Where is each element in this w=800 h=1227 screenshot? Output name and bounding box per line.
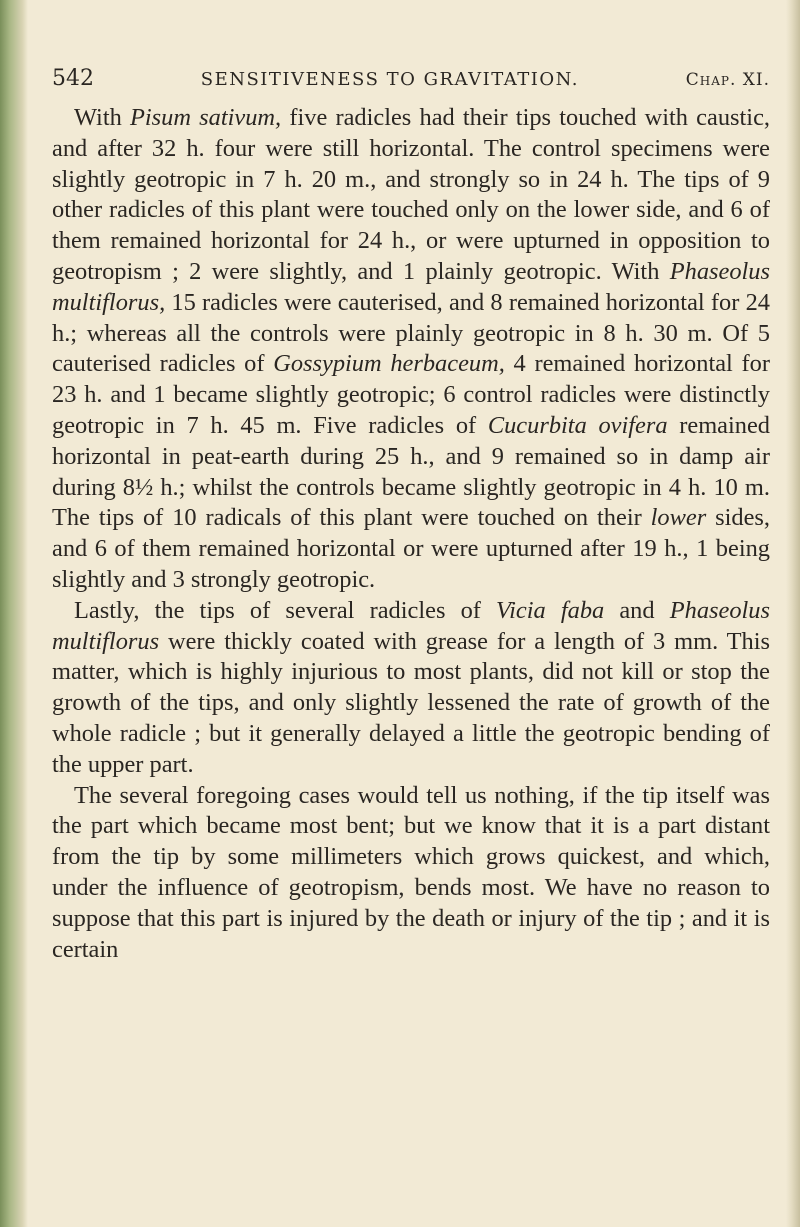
book-page (52, 66, 770, 965)
text-run: five radicles had their tips touched with caustic, and after 32 h. four were still horizontal. The control specimens were slightly geotropic in 7 h. 20 m., and strongly so in 24 h. The tips of 9 other radicles of this plant were touched only on the lower side, and 6 of them remained horizontal for 24 h., or were upturned in opposition to geotropism ; 2 were slightly, and 1 plainly geotropic. With (52, 104, 770, 285)
running-title: SENSITIVENESS TO GRAVITATION. (200, 69, 579, 90)
text-run: With (74, 104, 130, 131)
italic-text: Cucurbita ovifera (487, 411, 668, 439)
paragraph (52, 596, 770, 781)
italic-text: Phaseolus multiflorus, (52, 257, 770, 316)
italic-text: lower (650, 504, 707, 532)
italic-text: Vicia faba (496, 596, 605, 624)
italic-text: Gossypium herbaceum, (273, 350, 505, 378)
body-text (52, 103, 770, 965)
page-edge-right (786, 0, 800, 1227)
chapter-label: Chap. XI. (685, 70, 770, 90)
running-head (52, 66, 770, 91)
page-edge-left (0, 0, 28, 1227)
text-run: The several foregoing cases would tell us nothing, if the tip itself was the part which became most bent; but we know that it is a part distant from the tip by some millimeters which grows quickest, and which, under the influence of geotropism, bends most. We have no reason to suppose that this part is injured by the death or injury of the tip ; and it is certain (52, 781, 770, 963)
page-number: 542 (52, 66, 94, 91)
text-run: sides, and 6 of them remained horizontal or were upturned after 19 h., 1 being slightly and 3 strongly geotropic. (52, 504, 770, 593)
text-run: remained horizontal in peat-earth during 25 h., and 9 remained so in damp air during 8½ h.; whilst the controls became slightly geotropic in 4 h. 10 m. The tips of 10 radicals of this plant were touched on their (52, 411, 770, 532)
text-run: 4 remained horizontal for 23 h. and 1 became slightly geotropic; 6 control radicles were distinctly geotropic in 7 h. 45 m. Five radicles of (52, 350, 770, 439)
text-run: were thickly coated with grease for a length of 3 mm. This matter, which is highly injurious to most plants, did not kill or stop the growth of the tips, and only slightly lessened the rate of growth of the whole radicle ; but it generally delayed a little the geotropic bending of the upper part. (52, 627, 770, 778)
italic-text: Pisum sativum, (130, 104, 282, 131)
italic-text: Phaseolus multiflorus (52, 596, 770, 655)
paragraph (52, 103, 770, 596)
text-run: 15 radicles were cauterised, and 8 remained horizontal for 24 h.; whereas all the controls were plainly geotropic in 8 h. 30 m. Of 5 cauterised radicles of (52, 288, 770, 378)
text-run: and (604, 596, 670, 624)
paragraph (52, 781, 770, 966)
text-run: Lastly, the tips of several radicles of (74, 596, 497, 624)
